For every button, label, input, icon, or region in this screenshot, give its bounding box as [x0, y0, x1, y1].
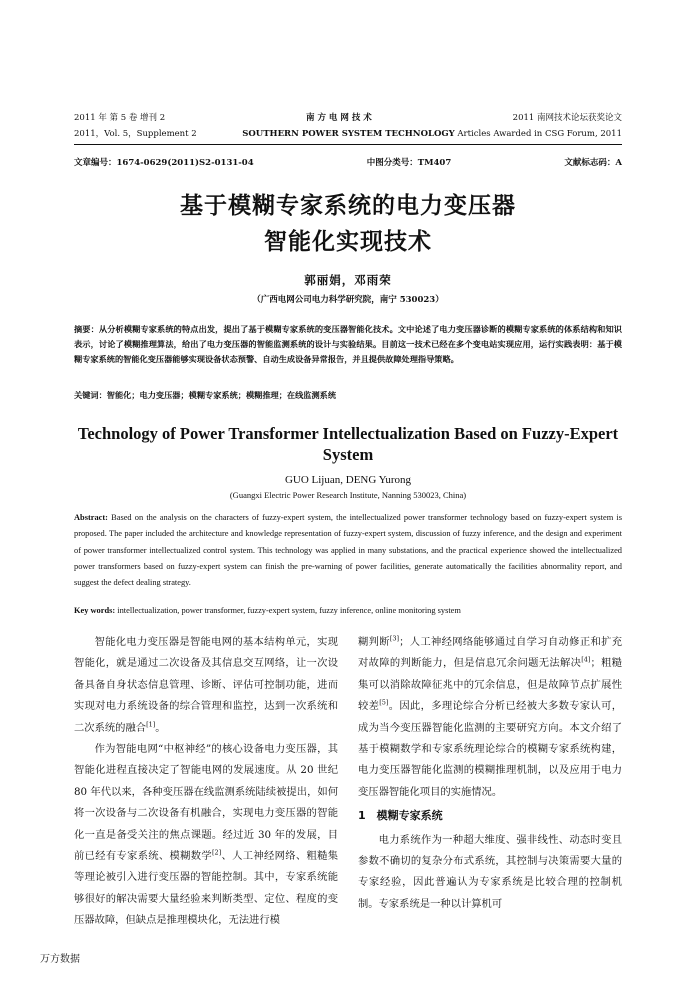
- title-en-line1: Technology of Power Transformer Intellectualization Based on Fuzzy-Expert: [77, 424, 619, 443]
- body-paragraph: [74, 632, 338, 739]
- body-text: 作为智能电网“中枢神经”的核心设备电力变压器，其智能化进程直接决定了智能电网的发展速度。从 20 世纪 80 年代以来，各种变压器在线监测系统陆续被提出，如何将一次设备与二次设备有机融合，实现电力变压器的智能化一直是备受关注的焦点课题。经过近 30 年的发展，目前已经有专家系统、模糊数学: [74, 743, 338, 863]
- title-cn-line1: 基于模糊专家系统的电力变压器: [180, 193, 516, 219]
- abstract-cn-label: 摘要：: [74, 324, 99, 334]
- affiliation-en: (Guangxi Electric Power Research Institute, Nanning 530023, China): [229, 490, 467, 500]
- volume-info-en: 2011，Vol. 5，Supplement 2: [74, 129, 197, 139]
- title-en-line2: System: [322, 445, 374, 464]
- article-meta: [74, 156, 622, 168]
- journal-header-cn: [74, 113, 622, 124]
- article-number: 文章编号：1674-0629(2011)S2-0131-04: [74, 158, 254, 168]
- body-text: 。因此，多理论综合分析已经被大多数专家认可，成为当今变压器智能化监测的主要研究方向。本文介绍了基于模糊数学和专家系统理论综合的模糊专家系统构建，电力变压器智能化监测的模糊推理机制，以及应用于电力变压器智能化项目的实施情况。: [358, 700, 623, 798]
- authors-en: GUO Lijuan, DENG Yurong: [284, 474, 412, 486]
- keywords-en-label: Key words:: [74, 606, 116, 615]
- abstract-en: [74, 510, 622, 591]
- citation-ref: [3]: [389, 634, 400, 643]
- volume-info-cn: 2011 年 第 5 卷 增刊 2: [74, 113, 166, 123]
- body-column-right: [358, 632, 622, 915]
- citation-ref: [2]: [212, 848, 222, 857]
- keywords-en: [74, 604, 622, 617]
- body-paragraph: 电力系统作为一种超大维度、强非线性、动态时变且参数不确切的复杂分布式系统，其控制与决策需要大量的专家经验，因此普遍认为专家系统是比较合理的控制机制。专家系统是一种以计算机可: [358, 833, 622, 910]
- journal-name-en: SOUTHERN POWER SYSTEM TECHNOLOGY: [242, 129, 455, 139]
- authors-cn: 郭丽娟，邓雨荣: [304, 273, 392, 287]
- body-text: ；人工神经网络能够通过自学习自动修正和扩充对故障的判断能力，但是信息冗余问题无法解决: [358, 636, 623, 670]
- journal-name-cn: 南 方 电 网 技 术: [306, 113, 372, 123]
- citation-ref: [4]: [581, 655, 591, 664]
- keywords-cn: [74, 388, 622, 403]
- footer-watermark: 万方数据: [40, 954, 80, 965]
- body-paragraph: [74, 739, 338, 932]
- section-info-cn: 2011 南网技术论坛获奖论文: [512, 113, 622, 123]
- keywords-en-text: intellectualization, power transformer, fuzzy-expert system, fuzzy inference, online monitoring system: [115, 606, 461, 615]
- body-column-left: [74, 632, 338, 932]
- clc-number: 中图分类号：TM407: [366, 158, 452, 168]
- keywords-cn-text: 智能化；电力变压器；模糊专家系统；模糊推理；在线监测系统: [106, 390, 337, 400]
- citation-ref: [5]: [379, 698, 389, 707]
- body-text: 糊判断: [358, 636, 390, 648]
- body-text: ；粗糙集可以消除故障征兆中的冗余信息，但是故障节点扩展性较差: [358, 657, 623, 713]
- abstract-cn: [74, 322, 622, 367]
- journal-name-en-wrap: [242, 129, 622, 140]
- citation-ref: [1]: [146, 720, 156, 729]
- abstract-en-text: Based on the analysis on the characters of fuzzy-expert system, the intellectualized power transformer technology based on fuzzy-expert system is proposed. The paper included the architecture and knowledge representation of fuzzy-expert system, discussion of fuzzy inference, and the design and experiment of power transformer intellectualized control system. This technology was applied in many substations, and the practical experience showed the intellectualized power transformers based on fuzzy-expert system can finish the pre-warning of power facilities, generate automatically the facilities abnormality report, and suggest the defect dealing strategy.: [74, 513, 622, 588]
- keywords-cn-label: 关键词：: [74, 390, 107, 400]
- affiliation-cn: （广西电网公司电力科学研究院，南宁 530023）: [252, 295, 444, 305]
- document-code: 文献标志码：A: [564, 158, 622, 168]
- header-rule: [74, 144, 622, 145]
- body-text: 。: [155, 721, 166, 734]
- abstract-en-label: Abstract:: [74, 513, 108, 522]
- body-text: 、人工神经网络、粗糙集等理论被引入进行变压器的智能控制。其中，专家系统能够很好的解决需要大量经验来判断类型、定位、程度的变压器故障，但缺点是推理模块化，无法进行模: [74, 850, 339, 927]
- section-info-en: Articles Awarded in CSG Forum, 2011: [457, 129, 622, 139]
- title-cn-line2: 智能化实现技术: [264, 229, 432, 255]
- abstract-cn-text: 从分析模糊专家系统的特点出发，提出了基于模糊专家系统的变压器智能化技术。文中论述了电力变压器诊断的模糊专家系统的体系结构和知识表示，讨论了模糊推理算法，给出了电力变压器的智能监测系统的设计与实验结果。目前这一技术已经在多个变电站实现应用，运行实践表明：基于模糊专家系统的智能化变压器能够实现设备状态预警、自动生成设备异常报告，并且提供故障处理指导策略。: [74, 324, 622, 364]
- body-text: 智能化电力变压器是智能电网的基本结构单元，实现智能化，就是通过二次设备及其信息交互网络，让一次设备具备自身状态信息管理、诊断、评估可控制功能，进而实现对电力系统设备的综合管理和监控，达到一次系统和二次系统的融合: [74, 636, 338, 734]
- section-heading: 1 模糊专家系统: [358, 809, 443, 823]
- journal-header-en: [74, 129, 622, 140]
- body-paragraph: [358, 632, 622, 803]
